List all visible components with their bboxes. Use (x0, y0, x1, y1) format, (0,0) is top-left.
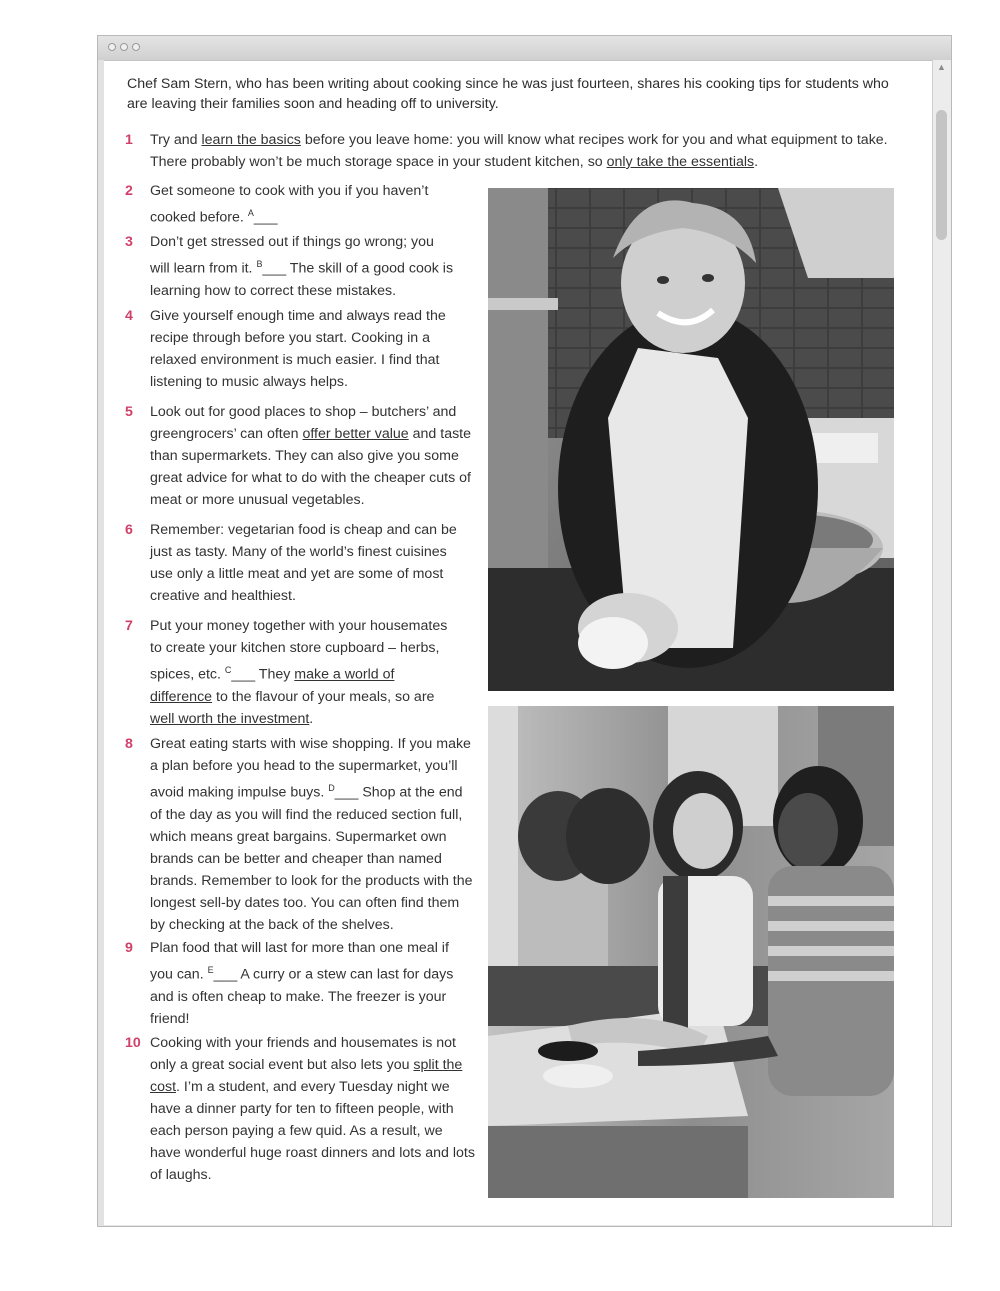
tip-8 (125, 733, 475, 936)
photo-boy-cooking-image (488, 188, 894, 691)
tip-text: Look out for good places to shop – butchers’ and greengrocers’ can often offer better value and taste than supermarkets. They can also give you some great advice for what to do with the cheaper cuts of meat or more unusual vegetables. (150, 404, 472, 508)
tip-2 (125, 180, 455, 229)
gap-letter: A (247, 208, 254, 218)
tip-number: 10 (125, 1035, 141, 1051)
tip-text: Great eating starts with wise shopping. If you make a plan before you head to the supermarket, you’ll avoid making impulse buys. $^D$___ Shop at the end of the day as you will find the reduced section full, which means great bargains. Supermarket own brands can be better and cheaper than named brands. Remember to look for the products with the longest sell-by dates too. You can often find them by checking at the back of the shelves. (150, 736, 473, 933)
underlined-phrase: only take the essentials (606, 154, 755, 170)
photo-girls-cooking-image (488, 706, 894, 1198)
window-left-edge (98, 60, 104, 1226)
tip-number: 5 (125, 404, 133, 420)
window-titlebar (98, 36, 951, 61)
underlined-phrase: offer better value (302, 426, 409, 442)
tip-10 (125, 1032, 475, 1186)
tip-number: 6 (125, 522, 133, 538)
tip-number: 3 (125, 234, 133, 250)
underlined-phrase: learn the basics (201, 132, 301, 148)
answer-gap[interactable]: ___ A curry or a stew can last for days and is often cheap to make. The freezer is your friend! (150, 966, 454, 1027)
minimize-icon[interactable] (120, 43, 128, 51)
tip-9 (125, 937, 455, 1030)
tip-1 (125, 129, 900, 173)
scroll-up-icon[interactable]: ▲ (937, 62, 946, 72)
answer-gap[interactable]: ___ The skill of a good cook is learning how to correct these mistakes. (150, 260, 454, 299)
answer-gap[interactable]: ___ Shop at the end of the day as you will find the reduced section full, which means great bargains. Supermarket own brands can be better and cheaper than named brands. Remember to look for the products with the longest sell-by dates too. You can often find them by checking at the back of the shelves. (150, 784, 473, 933)
tip-text: Plan food that will last for more than one meal if you can. $^E$___ A curry or a stew can last for days and is often cheap to make. The freezer is your friend! (150, 940, 454, 1027)
gap-letter: E (207, 965, 214, 975)
gap-letter: D (328, 783, 335, 793)
tip-3 (125, 231, 455, 302)
tip-text: Put your money together with your housemates to create your kitchen store cupboard – herbs, spices, etc. $^C$___ They make a world of difference to the flavour of your meals, so are well worth the investment. (150, 618, 448, 727)
tip-number: 8 (125, 736, 133, 752)
answer-gap[interactable]: ___ They (231, 666, 295, 683)
answer-gap[interactable]: ___ (253, 209, 278, 226)
scrollbar-thumb[interactable] (936, 110, 947, 240)
underlined-phrase: split the cost (150, 1057, 463, 1095)
tip-7 (125, 615, 460, 730)
photo-boy-cooking (488, 188, 894, 691)
tip-number: 1 (125, 132, 133, 148)
tip-text: Don’t get stressed out if things go wrong; you will learn from it. $^B$___ The skill of a good cook is learning how to correct these mistakes. (150, 234, 454, 299)
gap-letter: C (224, 665, 232, 675)
tip-6 (125, 519, 460, 607)
photo-girls-cooking (488, 706, 894, 1198)
tip-4 (125, 305, 455, 393)
intro-paragraph: Chef Sam Stern, who has been writing about cooking since he was just fourteen, shares his cooking tips for students who are leaving their families soon and heading off to university. (127, 76, 889, 112)
underlined-phrase: well worth the investment (150, 710, 310, 727)
tip-5 (125, 401, 475, 511)
tip-text: Try and learn the basics before you leave home: you will know what recipes work for you and what equipment to take. There probably won’t be much storage space in your student kitchen, so only take the essentials. (150, 132, 888, 170)
maximize-icon[interactable] (132, 43, 140, 51)
tip-text: Remember: vegetarian food is cheap and can be just as tasty. Many of the world’s finest cuisines use only a little meat and yet are some of most creative and healthiest. (150, 522, 457, 604)
tip-text: Give yourself enough time and always read the recipe through before you start. Cooking in a relaxed environment is much easier. I find that listening to music always helps. (150, 308, 446, 390)
tip-number: 9 (125, 940, 133, 956)
tip-number: 7 (125, 618, 133, 634)
tip-number: 2 (125, 183, 133, 199)
vertical-scrollbar[interactable] (932, 60, 951, 1226)
tip-text: Cooking with your friends and housemates is not only a great social event but also lets you split the cost. I’m a student, and every Tuesday night we have a dinner party for ten to fifteen people, with each person paying a few quid. As a result, we have wonderful huge roast dinners and lots and lots of laughs. (150, 1035, 475, 1183)
tip-text: Get someone to cook with you if you haven’t cooked before. $^A$___ (150, 183, 429, 226)
tip-number: 4 (125, 308, 133, 324)
underlined-phrase: make a world of difference (150, 666, 395, 705)
close-icon[interactable] (108, 43, 116, 51)
gap-letter: B (256, 259, 263, 269)
